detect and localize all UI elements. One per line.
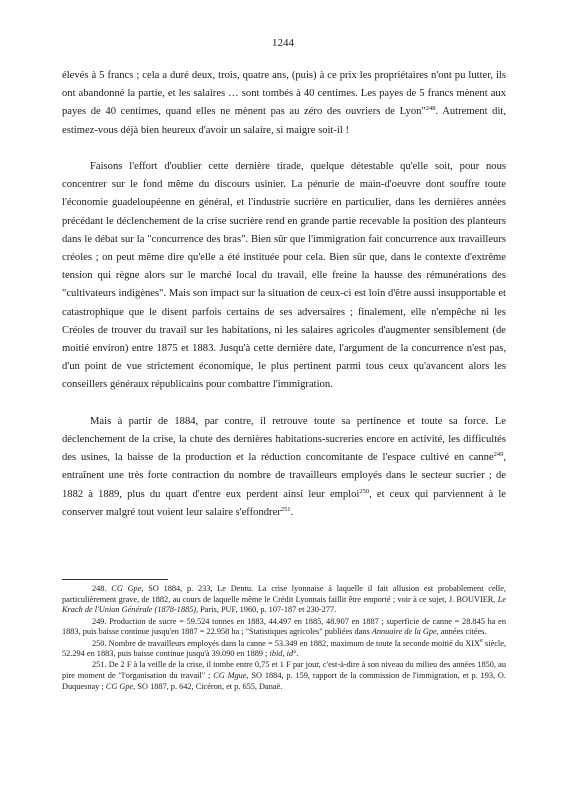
text-run: °.: [293, 649, 299, 659]
text-run: 251. De 2 F à la veille de la crise, il tombe entre 0,75 et 1 F par jour, c'est-à-dire à son niveau du milieu des années 1850, au pire moment de "l'organisation du travail" ;: [62, 660, 506, 681]
text-run: 249. Production de sucre = 59.524 tonnes en 1883, 44.497 en 1885, 48.907 en 1887 ; superficie de canne = 28.845 ha en 1883, puis baisse continue jusqu'en 1887 = 22.958 ha ; "Statistiques agricoles" publiées dans: [62, 616, 506, 637]
italic-text: Annuaire de la Gpe: [371, 627, 437, 637]
text-run: , entraînent une très forte contraction du nombre de travailleurs employés dans le secteur sucrier ; de 1882 à 1889, plus du quart d'entre eux perdent ainsi leur emploi: [62, 452, 506, 500]
footnotes: [62, 584, 506, 693]
body-paragraph: [62, 158, 506, 395]
italic-text: Le Krach de l'Union Générale (1878-1885): [62, 594, 506, 615]
italic-text: CG Gpe: [105, 681, 134, 691]
footnote: [62, 660, 506, 692]
italic-text: ibid: [269, 649, 283, 659]
text-run: , SO 1887, p. 642, Cicéron, et p. 655, Danaë.: [133, 681, 283, 691]
footnote-separator: [62, 579, 168, 580]
footnote: [62, 584, 506, 616]
text-run: , Paris, PUF, 1960, p. 107-187 et 230-277.: [196, 605, 337, 615]
text-run: , et ceux qui parviennent à le conserver malgré tout voient leur salaire s'effondrer: [62, 488, 507, 518]
body-text: [62, 67, 506, 522]
text-run: , années citées.: [436, 627, 487, 637]
body-paragraph: [62, 67, 506, 140]
footnote: [62, 636, 506, 660]
text-run: élevés à 5 francs ; cela a duré deux, trois, quatre ans, (puis) à ce prix les propriétaires n'ont pu lutter, ils ont abandonné la partie, et les salaires … sont tombés à 40 centimes. Les payes de 5 francs mènent aux payes de 40 centimes, quand elles ne mènent pas au zéro des ouvriers de Lyon": [62, 70, 506, 118]
text-run: Faisons l'effort d'oublier cette dernière tirade, quelque détestable qu'elle soit, pour nous concentrer sur le fond même du discours usinier. La pénurie de main-d'oeuvre dont souffre toute l'économie guadeloupéenne en général, et l'industrie sucrière en particulier, dans les dernières années précédant le déclenchement de la crise sucrière rend en grande partie recevable la position des planteurs dans le débat sur la "concurrence des bras". Bien sûr que l'immigration fait concurrence aux travailleurs créoles ; on peut même dire qu'elle a été instituée pour cela. Bien sûr que, dans le contexte d'extrême tension qui règne alors sur le marché local du travail, elle freine la hausse des rémunérations des "cultivateurs indigènes". Mais son impact sur la situation de ceux-ci est loin d'être aussi insupportable et catastrophique que le disent parfois certains de ses adversaires ; finalement, elle n'empêche ni les Créoles de trouver du travail sur les habitations, ni les salaires agricoles d'augmenter sensiblement (de moitié environ) entre 1875 et 1883. Jusqu'à cette dernière date, l'argument de la concurrence n'est pas, d'un point de vue strictement économique, le plus pertinent parmi tous ceux qu'avancent alors les conseillers généraux républicains pour combattre l'immigration.: [62, 161, 506, 391]
footnote-reference: 249: [493, 451, 504, 459]
text-run: , SO 1884, p. 159, rapport de la commission de l'immigration, et p. 193, O. Duquesnay ;: [62, 671, 506, 691]
text-run: , SO 1884, p. 233, Le Dentu. La crise lyonnaise à laquelle il fait allusion est probablement celle, particulièrement grave, de 1882, au cours de laquelle même le Crédit Lyonnais faillit être emporté ; voir à ce sujet, J. BOUVIER,: [62, 584, 506, 604]
italic-text: id: [286, 649, 294, 659]
text-run: 248.: [92, 584, 112, 593]
footnote: [62, 617, 506, 638]
text-run: . Autrement dit, estimez-vous déjà bien heureux d'avoir un salaire, si maigre soit-il !: [62, 106, 506, 136]
text-run: siècle, 52.294 en 1883, puis baisse continue jusqu'à 39.090 en 1889 ;: [62, 638, 506, 659]
footnote-reference: 251: [280, 505, 291, 513]
text-run: ,: [282, 649, 287, 659]
text-run: 250. Nombre de travailleurs employés dans la canne = 53.349 en 1882, maximum de toute la seconde moitié du XIX: [92, 638, 481, 648]
page-number: 1244: [272, 37, 294, 49]
italic-text: CG Gpe: [111, 584, 142, 593]
body-paragraph: [62, 413, 506, 522]
footnote-reference: e: [480, 636, 483, 644]
text-run: Mais à partir de 1884, par contre, il retrouve toute sa pertinence et toute sa force. Le déclenchement de la crise, la chute des dernières habitations-sucreries encore en activité, les difficultés des usines, la baisse de la production et la réduction concomitante de l'espace cultivé en canne: [62, 415, 506, 464]
text-run: .: [290, 506, 294, 518]
footnote-reference: 248: [425, 105, 436, 113]
italic-text: CG Mgue: [213, 671, 247, 681]
footnote-reference: 250: [359, 487, 370, 495]
